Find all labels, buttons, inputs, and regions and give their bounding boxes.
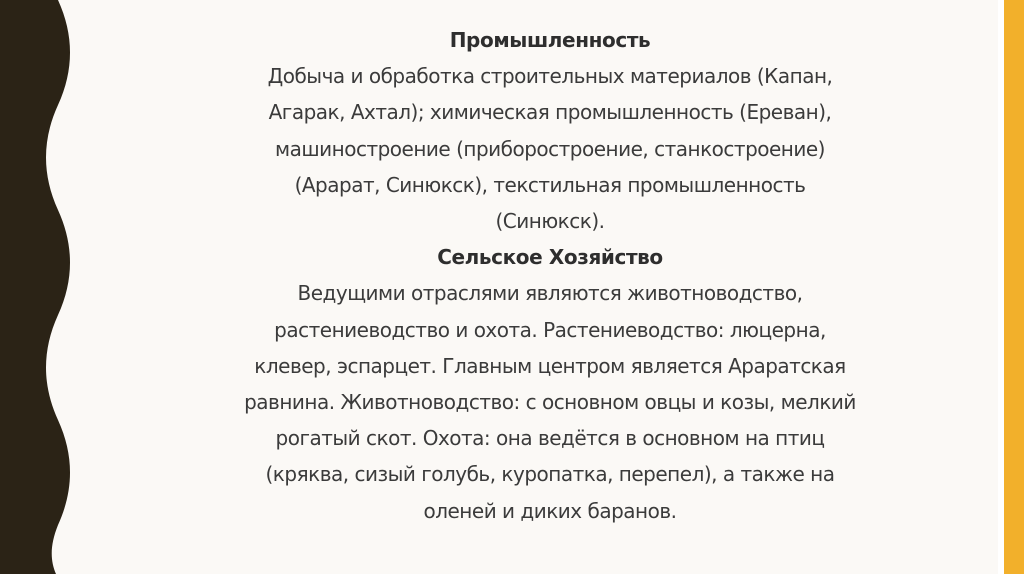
agriculture-line: клевер, эспарцет. Главным центром является Араратская: [254, 353, 846, 378]
industry-heading: Промышленность: [449, 28, 651, 52]
industry-line: (Синюкск).: [495, 209, 605, 234]
decorative-wavy-border: [0, 0, 80, 574]
slide-text: [180, 22, 920, 529]
agriculture-line: (кряква, сизый голубь, куропатка, перепел), а также на: [265, 462, 835, 487]
industry-line: Добыча и обработка строительных материалов (Капан,: [267, 64, 833, 89]
agriculture-line: Ведущими отраслями являются животноводство,: [297, 281, 803, 306]
agriculture-line: растениеводство и охота. Растениеводство: люцерна,: [274, 317, 826, 342]
right-accent-strip: [1004, 0, 1024, 574]
agriculture-line: равнина. Животноводство: с основном овцы и козы, мелкий: [244, 390, 856, 415]
agriculture-line: рогатый скот. Охота: она ведётся в основном на птиц: [275, 426, 825, 451]
agriculture-line: оленей и диких баранов.: [423, 498, 677, 523]
industry-line: Агарак, Ахтал); химическая промышленность (Ереван),: [268, 100, 832, 125]
industry-line: машиностроение (приборостроение, станкостроение): [275, 136, 825, 161]
industry-line: (Арарат, Синюкск), текстильная промышленность: [294, 172, 806, 197]
agriculture-heading: Сельское Хозяйство: [437, 245, 663, 270]
